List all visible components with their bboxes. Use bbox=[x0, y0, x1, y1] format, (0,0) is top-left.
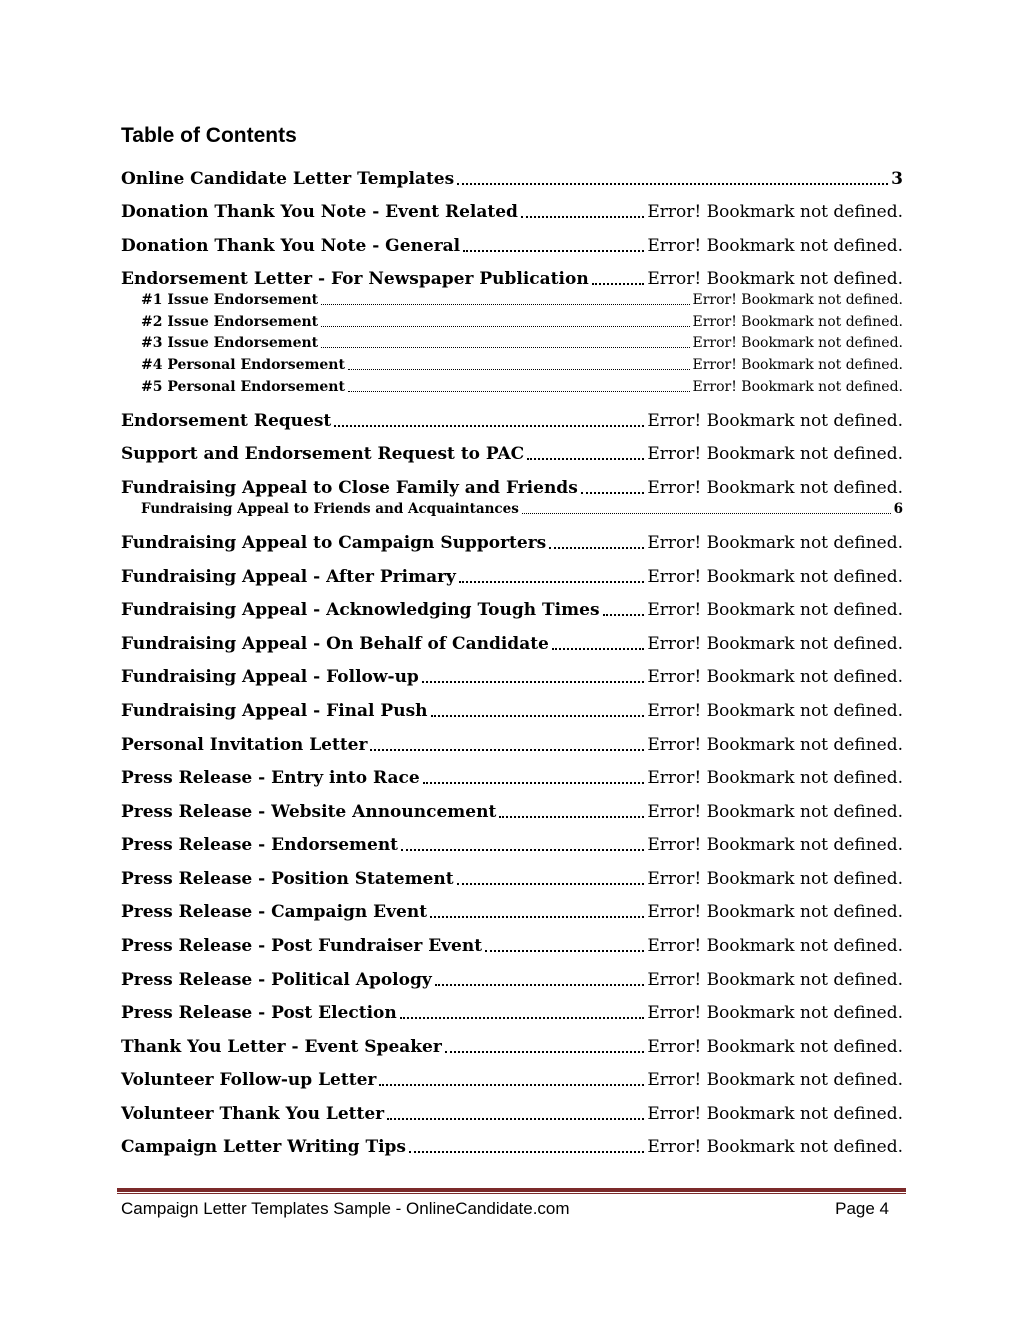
toc-entry-title: Fundraising Appeal to Campaign Supporters bbox=[121, 533, 547, 553]
toc-entry-title: Press Release - Post Fundraiser Event bbox=[121, 936, 483, 956]
toc-entry[interactable] bbox=[121, 799, 903, 823]
toc-dot-leader bbox=[459, 581, 644, 583]
toc-entry-page: 3 bbox=[891, 169, 903, 189]
toc-entry[interactable] bbox=[141, 291, 903, 309]
toc-dot-leader bbox=[445, 1051, 645, 1053]
toc-dot-leader bbox=[603, 614, 645, 616]
toc-dot-leader bbox=[321, 347, 689, 348]
footer-page-number: Page 4 bbox=[835, 1199, 889, 1218]
toc-dot-leader bbox=[549, 547, 644, 549]
toc-entry-title: Fundraising Appeal to Close Family and Friends bbox=[121, 478, 578, 498]
toc-dot-leader bbox=[435, 984, 645, 986]
toc-entry[interactable] bbox=[121, 832, 903, 856]
toc-entry-page: Error! Bookmark not defined. bbox=[692, 335, 903, 351]
toc-dot-leader bbox=[348, 391, 690, 392]
toc-dot-leader bbox=[409, 1151, 644, 1153]
toc-dot-leader bbox=[527, 458, 644, 460]
toc-entry[interactable] bbox=[121, 266, 903, 290]
toc-entry-page: Error! Bookmark not defined. bbox=[647, 869, 903, 889]
toc-entry-title: Press Release - Website Announcement bbox=[121, 802, 497, 822]
toc-entry[interactable] bbox=[121, 664, 903, 688]
toc-entry-title: Fundraising Appeal to Friends and Acquaintances bbox=[141, 501, 519, 517]
toc-entry[interactable] bbox=[121, 166, 903, 190]
toc-entry-title: #5 Personal Endorsement bbox=[141, 379, 345, 395]
toc-entry-page: Error! Bookmark not defined. bbox=[647, 634, 903, 654]
toc-entry[interactable] bbox=[121, 475, 903, 499]
toc-entry[interactable] bbox=[121, 199, 903, 223]
toc-entry-page: Error! Bookmark not defined. bbox=[647, 768, 903, 788]
toc-dot-leader bbox=[463, 250, 644, 252]
toc-entry[interactable] bbox=[121, 1134, 903, 1158]
toc-dot-leader bbox=[581, 492, 645, 494]
toc-dot-leader bbox=[521, 216, 644, 218]
toc-entry-page: Error! Bookmark not defined. bbox=[647, 269, 903, 289]
toc-entry[interactable] bbox=[141, 378, 903, 396]
toc-entry-title: Press Release - Post Election bbox=[121, 1003, 397, 1023]
toc-entry[interactable] bbox=[121, 233, 903, 257]
toc-dot-leader bbox=[522, 513, 891, 514]
toc-dot-leader bbox=[423, 782, 645, 784]
toc-entry-page: Error! Bookmark not defined. bbox=[692, 314, 903, 330]
toc-entry-page: Error! Bookmark not defined. bbox=[692, 379, 903, 395]
toc-entry-title: Fundraising Appeal - Final Push bbox=[121, 701, 428, 721]
toc-entry-title: #1 Issue Endorsement bbox=[141, 292, 319, 308]
toc-entry-title: Donation Thank You Note - General bbox=[121, 236, 461, 256]
toc-entry[interactable] bbox=[121, 967, 903, 991]
toc-entry-title: Press Release - Position Statement bbox=[121, 869, 454, 889]
toc-entry-page: Error! Bookmark not defined. bbox=[647, 202, 903, 222]
toc-entry-page: Error! Bookmark not defined. bbox=[647, 533, 903, 553]
toc-dot-leader bbox=[422, 681, 645, 683]
toc-entry[interactable] bbox=[141, 500, 903, 518]
toc-entry-page: Error! Bookmark not defined. bbox=[647, 1104, 903, 1124]
toc-entry-title: #3 Issue Endorsement bbox=[141, 335, 319, 351]
toc-entry[interactable] bbox=[121, 441, 903, 465]
toc-entry-title: Donation Thank You Note - Event Related bbox=[121, 202, 518, 222]
toc-dot-leader bbox=[552, 648, 645, 650]
toc-entry[interactable] bbox=[121, 765, 903, 789]
toc-entry-page: Error! Bookmark not defined. bbox=[647, 936, 903, 956]
toc-entry-title: Volunteer Thank You Letter bbox=[121, 1104, 385, 1124]
toc-dot-leader bbox=[321, 304, 689, 305]
toc-dot-leader bbox=[370, 749, 644, 751]
toc-entry[interactable] bbox=[121, 698, 903, 722]
toc-entry-page: Error! Bookmark not defined. bbox=[647, 902, 903, 922]
toc-entry-title: Endorsement Request bbox=[121, 411, 332, 431]
toc-dot-leader bbox=[485, 950, 644, 952]
toc-entry-page: Error! Bookmark not defined. bbox=[647, 1137, 903, 1157]
toc-entry-page: Error! Bookmark not defined. bbox=[647, 1070, 903, 1090]
toc-dot-leader bbox=[431, 715, 645, 717]
toc-entry-title: Campaign Letter Writing Tips bbox=[121, 1137, 407, 1157]
toc-dot-leader bbox=[499, 816, 644, 818]
toc-dot-leader bbox=[348, 369, 690, 370]
toc-entry[interactable] bbox=[121, 732, 903, 756]
toc-entry-page: Error! Bookmark not defined. bbox=[647, 411, 903, 431]
toc-entry-page: Error! Bookmark not defined. bbox=[647, 802, 903, 822]
toc-entry-page: Error! Bookmark not defined. bbox=[647, 444, 903, 464]
toc-entry-title: Fundraising Appeal - After Primary bbox=[121, 567, 456, 587]
toc-dot-leader bbox=[457, 883, 645, 885]
toc-entry-title: #4 Personal Endorsement bbox=[141, 357, 345, 373]
toc-entry[interactable] bbox=[121, 1067, 903, 1091]
toc-entry-page: Error! Bookmark not defined. bbox=[647, 970, 903, 990]
toc-entry[interactable] bbox=[121, 1034, 903, 1058]
toc-entry-title: Online Candidate Letter Templates bbox=[121, 169, 455, 189]
toc-entry-title: Thank You Letter - Event Speaker bbox=[121, 1037, 442, 1057]
toc-entry-page: Error! Bookmark not defined. bbox=[647, 1037, 903, 1057]
toc-entry[interactable] bbox=[121, 1101, 903, 1125]
toc-entry[interactable] bbox=[121, 899, 903, 923]
toc-entry-title: #2 Issue Endorsement bbox=[141, 314, 319, 330]
toc-entry-page: Error! Bookmark not defined. bbox=[647, 600, 903, 620]
toc-dot-leader bbox=[387, 1118, 644, 1120]
toc-entry-title: Volunteer Follow-up Letter bbox=[121, 1070, 377, 1090]
toc-entry[interactable] bbox=[141, 313, 903, 331]
toc-entry-title: Fundraising Appeal - Follow-up bbox=[121, 667, 419, 687]
toc-dot-leader bbox=[457, 183, 888, 185]
toc-entry[interactable] bbox=[121, 408, 903, 432]
toc-entry-title: Press Release - Campaign Event bbox=[121, 902, 428, 922]
toc-entry-title: Press Release - Entry into Race bbox=[121, 768, 420, 788]
toc-dot-leader bbox=[321, 326, 689, 327]
toc-entry-title: Endorsement Letter - For Newspaper Publication bbox=[121, 269, 589, 289]
toc-entry-page: Error! Bookmark not defined. bbox=[692, 292, 903, 308]
toc-entry-page: 6 bbox=[893, 501, 903, 517]
toc-entry-page: Error! Bookmark not defined. bbox=[647, 478, 903, 498]
toc-entry[interactable] bbox=[121, 866, 903, 890]
toc-entry[interactable] bbox=[121, 1000, 903, 1024]
toc-entry[interactable] bbox=[121, 933, 903, 957]
toc-dot-leader bbox=[400, 1017, 645, 1019]
toc-entry-page: Error! Bookmark not defined. bbox=[647, 1003, 903, 1023]
toc-entry-title: Fundraising Appeal - On Behalf of Candidate bbox=[121, 634, 549, 654]
toc-entry-title: Personal Invitation Letter bbox=[121, 735, 368, 755]
toc-entry-page: Error! Bookmark not defined. bbox=[647, 236, 903, 256]
footer-rule-thin bbox=[117, 1193, 906, 1194]
toc-entry[interactable] bbox=[141, 334, 903, 352]
toc-entry-page: Error! Bookmark not defined. bbox=[692, 357, 903, 373]
toc-entry-title: Support and Endorsement Request to PAC bbox=[121, 444, 525, 464]
toc-entry[interactable] bbox=[121, 530, 903, 554]
toc-entry-title: Press Release - Political Apology bbox=[121, 970, 432, 990]
toc-entry-page: Error! Bookmark not defined. bbox=[647, 567, 903, 587]
toc-dot-leader bbox=[379, 1084, 644, 1086]
toc-entry[interactable] bbox=[121, 597, 903, 621]
toc-entry-title: Press Release - Endorsement bbox=[121, 835, 399, 855]
toc-dot-leader bbox=[334, 425, 644, 427]
toc-dot-leader bbox=[592, 283, 645, 285]
toc-heading: Table of Contents bbox=[121, 124, 297, 147]
toc-entry[interactable] bbox=[141, 356, 903, 374]
toc-entry-page: Error! Bookmark not defined. bbox=[647, 701, 903, 721]
toc-entry[interactable] bbox=[121, 564, 903, 588]
toc-dot-leader bbox=[430, 916, 644, 918]
toc-entry-page: Error! Bookmark not defined. bbox=[647, 667, 903, 687]
toc-entry-page: Error! Bookmark not defined. bbox=[647, 735, 903, 755]
toc-entry[interactable] bbox=[121, 631, 903, 655]
toc-entry-page: Error! Bookmark not defined. bbox=[647, 835, 903, 855]
toc-entry-title: Fundraising Appeal - Acknowledging Tough Times bbox=[121, 600, 600, 620]
footer-rule bbox=[117, 1188, 906, 1192]
footer-document-title: Campaign Letter Templates Sample - OnlineCandidate.com bbox=[121, 1199, 570, 1218]
toc-dot-leader bbox=[401, 849, 644, 851]
